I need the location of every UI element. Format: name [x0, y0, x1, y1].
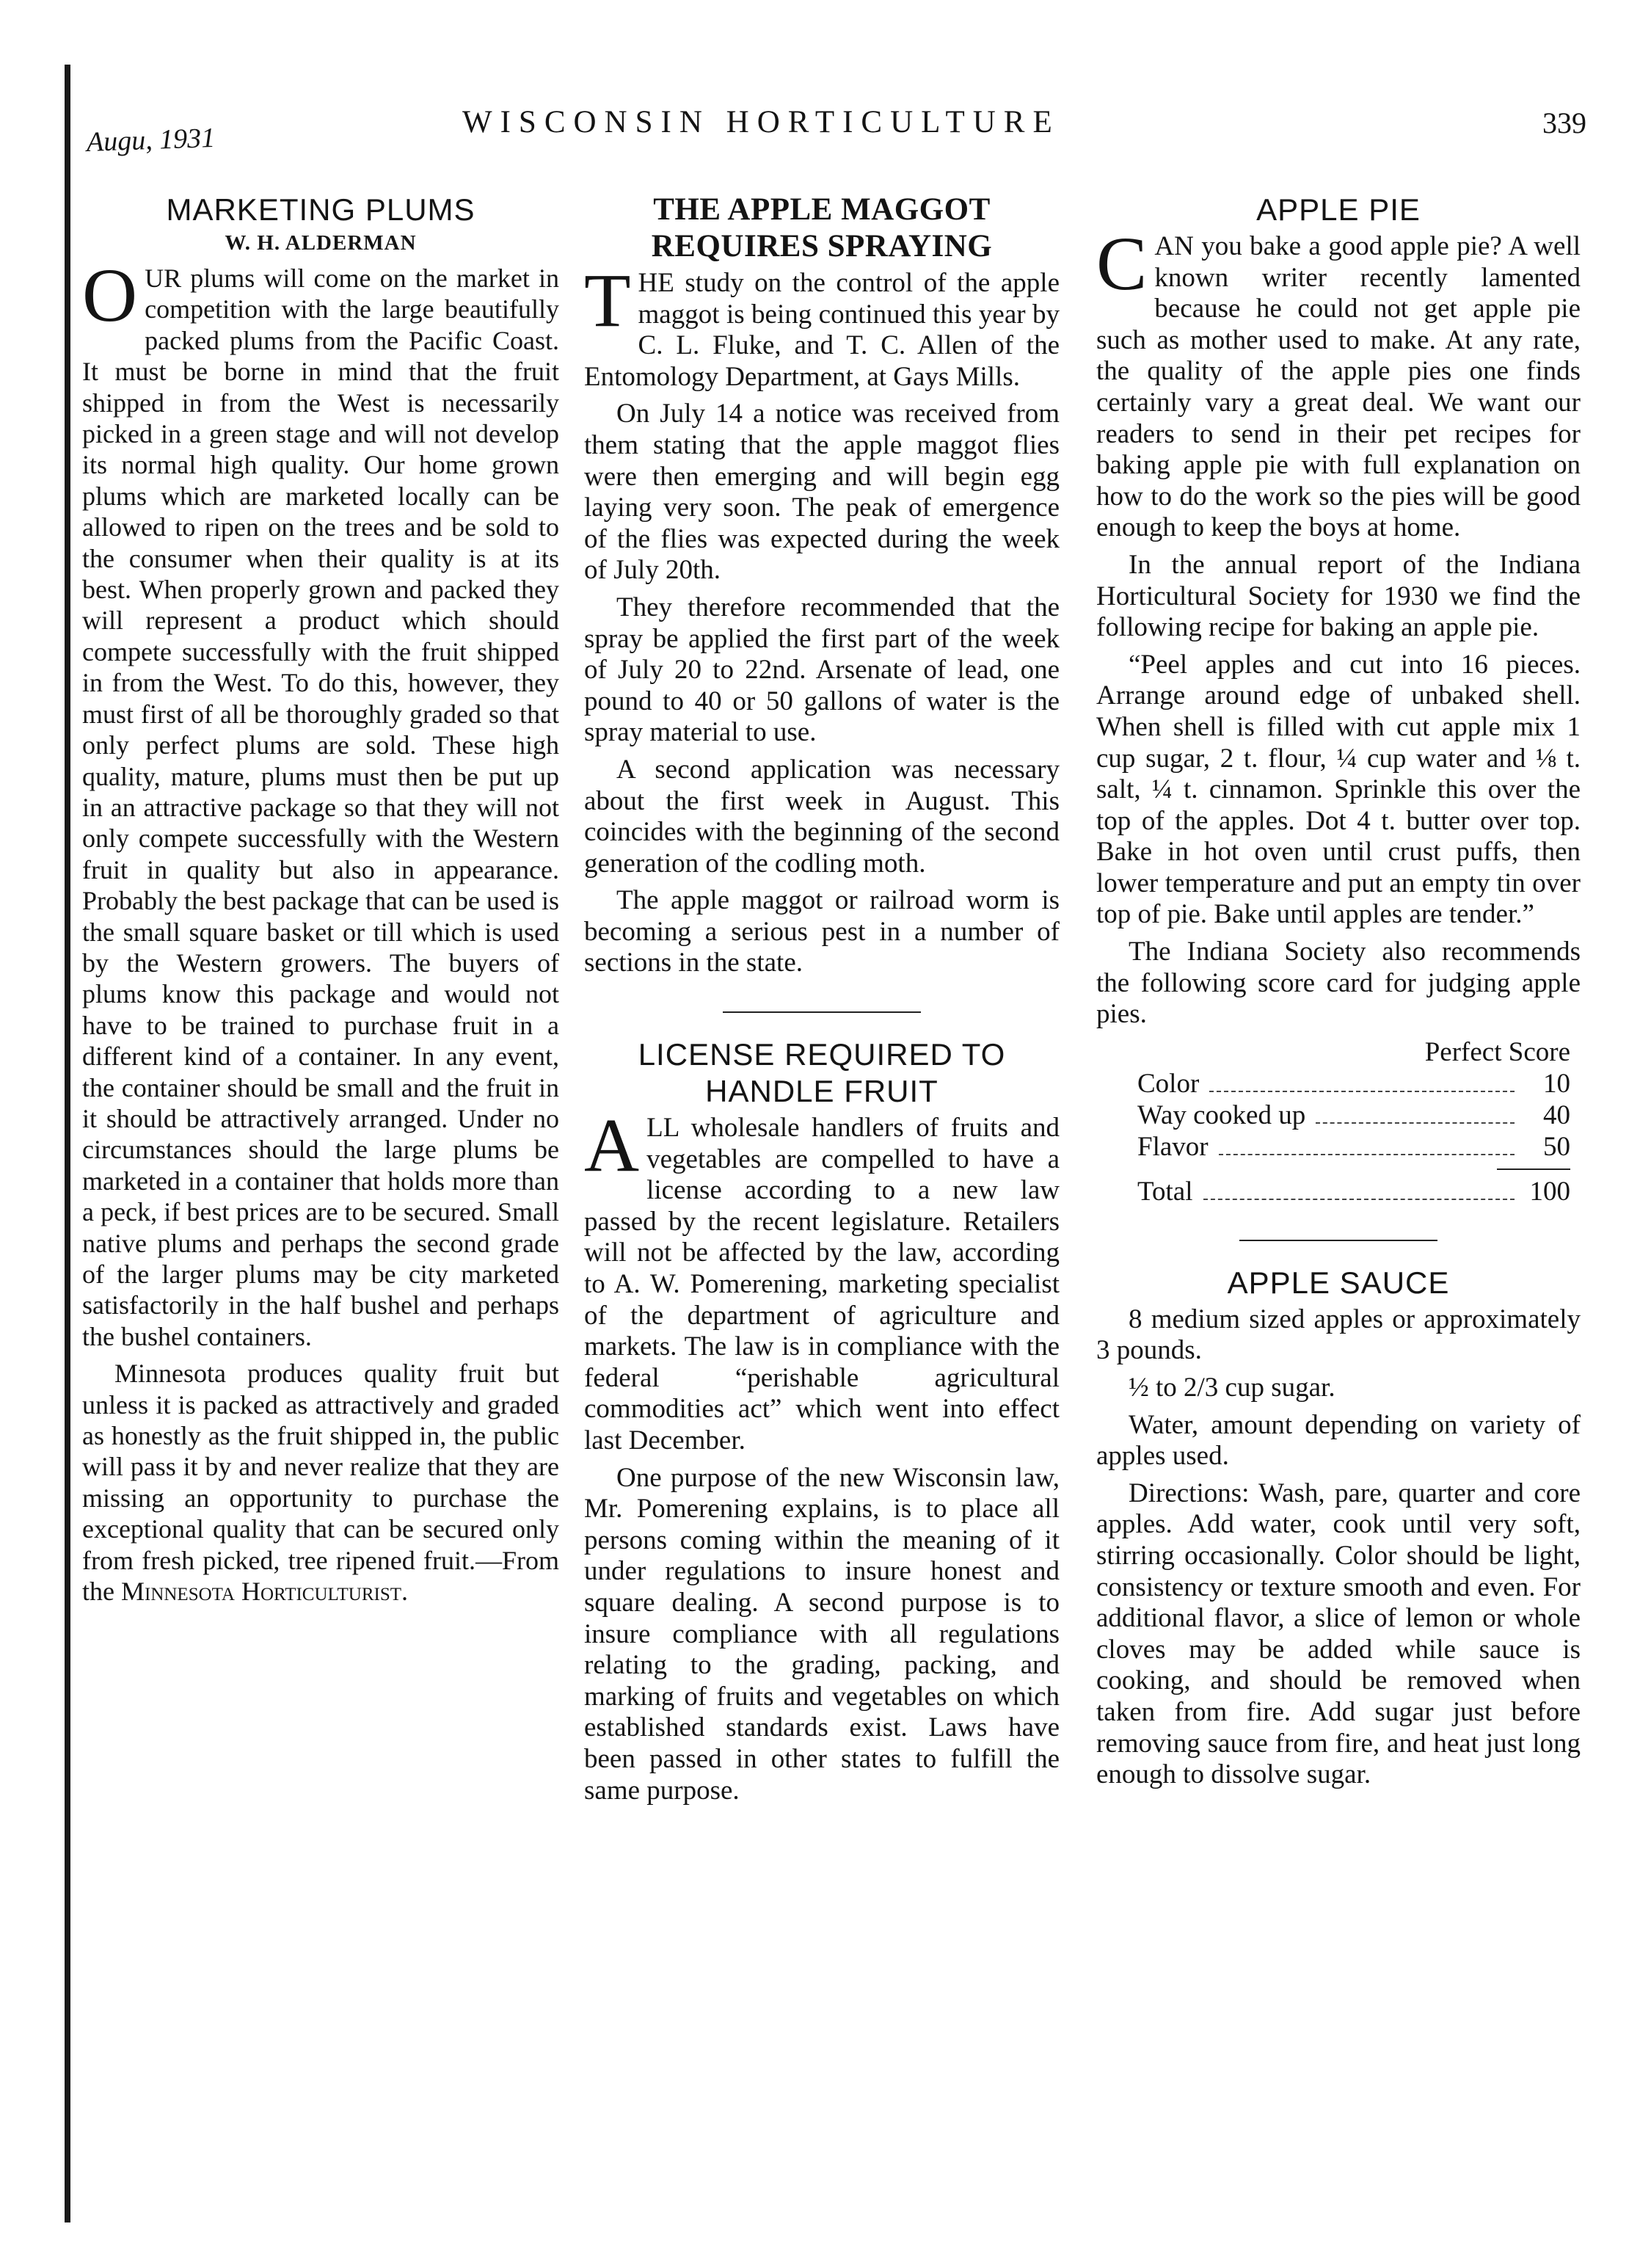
page-edge-rule	[65, 65, 70, 2222]
score-total-row	[1096, 1176, 1581, 1207]
recipe-directions: Directions: Wash, pare, quarter and core apples. Add water, cook until very soft, stirring occasionally. Color should be light, consistency or texture smooth and even. For additional flavor, a slice of lemon or whole cloves may be added while sauce is cooking, and should be removed when taken from fire. Add sugar just before removing sauce from fire, and heat just long enough to dissolve sugar.	[1096, 1478, 1581, 1790]
article-title: MARKETING PLUMS	[166, 192, 475, 227]
article-title: LICENSE REQUIRED TO HANDLE FRUIT	[638, 1037, 1006, 1109]
article-marketing-plums	[82, 192, 559, 1607]
running-header	[86, 97, 1586, 158]
paragraph-text: Minnesota produces quality fruit but unless it is packed as attractively and graded as honestly as the fruit shipped in, the public will pass it by and never realize that they are missing an opportunity to purchase the exceptional quality that can be secured only from fresh picked, tree ripened fruit.—From the	[82, 1359, 559, 1607]
paragraph-text: AN you bake a good apple pie? A well known writer recently lamented because he could not get apple pie such as mother used to make. At any rate, the quality of the apple pies one finds certainly vary a great deal. We want our readers to send in their pet recipes for baking apple pie with full explanation on how to do the work so the pies will be good enough to keep the boys at home.	[1096, 231, 1581, 543]
recipe-ingredient: ½ to 2/3 cup sugar.	[1129, 1373, 1335, 1403]
article-paragraph: They therefore recommended that the spray be applied the first part of the week of July 20 to 22nd. Arsenate of lead, one pound to 40 or 50 gallons of water is the spray material to use.	[584, 592, 1060, 748]
article-paragraph	[584, 258, 1060, 393]
article-paragraph	[584, 1103, 1060, 1457]
drop-cap: C	[1096, 222, 1148, 306]
score-card-header: Perfect Score	[1424, 1036, 1570, 1067]
article-paragraph	[82, 1358, 559, 1607]
score-total-value: 100	[1529, 1176, 1570, 1207]
article-paragraph: The Indiana Society also recommends the following score card for judging apple pies.	[1096, 937, 1581, 1030]
article-apple-maggot	[584, 192, 1060, 979]
leader-dashes	[1219, 1154, 1515, 1155]
paragraph-text: HE study on the control of the apple maggot is being continued this year by C. L. Fluke, and T. C. Allen of the Entomology Department, at Gays Mills.	[584, 268, 1060, 392]
score-value: 50	[1543, 1131, 1570, 1162]
article-title: APPLE SAUCE	[1227, 1265, 1450, 1300]
paragraph-text: UR plums will come on the market in competition with the large beautifully packed plums from the Pacific Coast. It must be borne in mind that the fruit shipped in from the West is necessarily picked in a green stage and will not develop its normal high quality. Our home grown plums which are marketed locally can be allowed to ripen on the trees and be sold to the consumer when their quality is at its best. When properly grown and packed they will represent a product which should compete successfully with the fruit shipped in from the West. To do this, however, they must first of all be thoroughly graded so that only perfect plums are sold. These high quality, mature, plums must then be put up in an attractive package so that they will not only compete successfully with the Western fruit in quality but also in appearance. Probably the best package that can be used is the small square basket or till which is used by the Western growers. The buyers of plums know this package and would not have to be trained to purchase fruit in a different kind of a container. In any event, the container should be small and the fruit in it should be attractively arranged. Under no circumstances should the large plums be marketed in a container that holds more than a peck, if best prices are to be secured. Small native plums and perhaps the second grade of the larger plums may be city marketed satisfactorily in the half bushel and perhaps the bushel containers.	[82, 263, 559, 1351]
leader-dashes	[1316, 1122, 1515, 1124]
score-value: 10	[1543, 1068, 1570, 1099]
article-apple-sauce	[1096, 1265, 1581, 1791]
article-paragraph: A second application was necessary about the first week in August. This coincides with the beginning of the second generation of the codling moth.	[584, 754, 1060, 879]
score-row	[1096, 1131, 1581, 1163]
magazine-title: WISCONSIN HORTICULTURE	[462, 105, 1060, 139]
article-paragraph: One purpose of the new Wisconsin law, Mr. Pomerening explains, is to place all persons coming within the meaning of it under regulations to insure honest and square dealing. A second purpose is to insure compliance with all regulations relating to the grading, packing, and marking of fruits and vegetables on which established standards exist. Laws have been passed in other states to fulfill the same purpose.	[584, 1462, 1060, 1806]
issue-date: Augu, 1931	[86, 122, 216, 158]
recipe-ingredient: Water, amount depending on variety of apples used.	[1096, 1409, 1581, 1472]
drop-cap: A	[584, 1103, 640, 1188]
article-paragraph: In the annual report of the Indiana Horticultural Society for 1930 we find the following recipe for baking an apple pie.	[1096, 549, 1581, 643]
leader-dashes	[1203, 1199, 1515, 1200]
recipe-paragraph: “Peel apples and cut into 16 pieces. Arrange around edge of unbaked shell. When shell is filled with cut apple mix 1 cup sugar, 2 t. flour, ¼ cup water and ⅛ t. salt, ¼ t. cinnamon. Sprinkle this over the top of the apples. Dot 4 t. butter over top. Bake in hot oven until crust puffs, then lower temperature and put an empty tin over top of pie. Bake until apples are tender.”	[1096, 649, 1581, 930]
leader-dashes	[1209, 1091, 1515, 1092]
source-credit: Minnesota Horticulturist.	[120, 1577, 409, 1607]
paragraph-text: LL wholesale handlers of fruits and vegetables are compelled to have a license according to a new law passed by the recent legislature. Retailers will not be affected by the law, according to A. W. Pomerening, marketing specialist of the department of agriculture and markets. The law is in compliance with the federal “perishable agricultural commodities act” which went into effect last December.	[584, 1113, 1060, 1455]
article-paragraph	[82, 253, 559, 1352]
score-label: Color	[1137, 1068, 1200, 1099]
article-paragraph: On July 14 a notice was received from them stating that the apple maggot flies were then emerging and will begin egg laying very soon. The peak of emergence of the flies was expected during the week of July 20th.	[584, 399, 1060, 586]
sum-rule	[1497, 1168, 1570, 1170]
score-label: Way cooked up	[1137, 1100, 1306, 1130]
score-value: 40	[1543, 1100, 1570, 1130]
article-apple-pie	[1096, 192, 1581, 1207]
article-title: THE APPLE MAGGOT REQUIRES SPRAYING	[651, 192, 993, 263]
score-row	[1096, 1100, 1581, 1131]
score-row	[1096, 1068, 1581, 1100]
article-license-required	[584, 1036, 1060, 1806]
recipe-ingredient: 8 medium sized apples or approximately 3 pounds.	[1096, 1304, 1581, 1366]
page-number: 339	[1542, 106, 1586, 139]
column-right	[1096, 180, 1581, 1797]
drop-cap: T	[584, 258, 631, 343]
score-total-label: Total	[1137, 1176, 1193, 1207]
drop-cap: O	[82, 253, 138, 338]
article-paragraph: The apple maggot or railroad worm is becoming a serious pest in a number of sections in the state.	[584, 885, 1060, 978]
article-paragraph	[1096, 222, 1581, 544]
article-author: W. H. ALDERMAN	[225, 231, 417, 255]
section-divider	[1239, 1240, 1437, 1241]
score-label: Flavor	[1137, 1131, 1209, 1162]
article-title: APPLE PIE	[1256, 192, 1421, 227]
score-card	[1096, 1036, 1581, 1207]
section-divider	[723, 1011, 921, 1013]
column-middle	[584, 180, 1060, 1812]
column-left	[82, 180, 559, 1613]
